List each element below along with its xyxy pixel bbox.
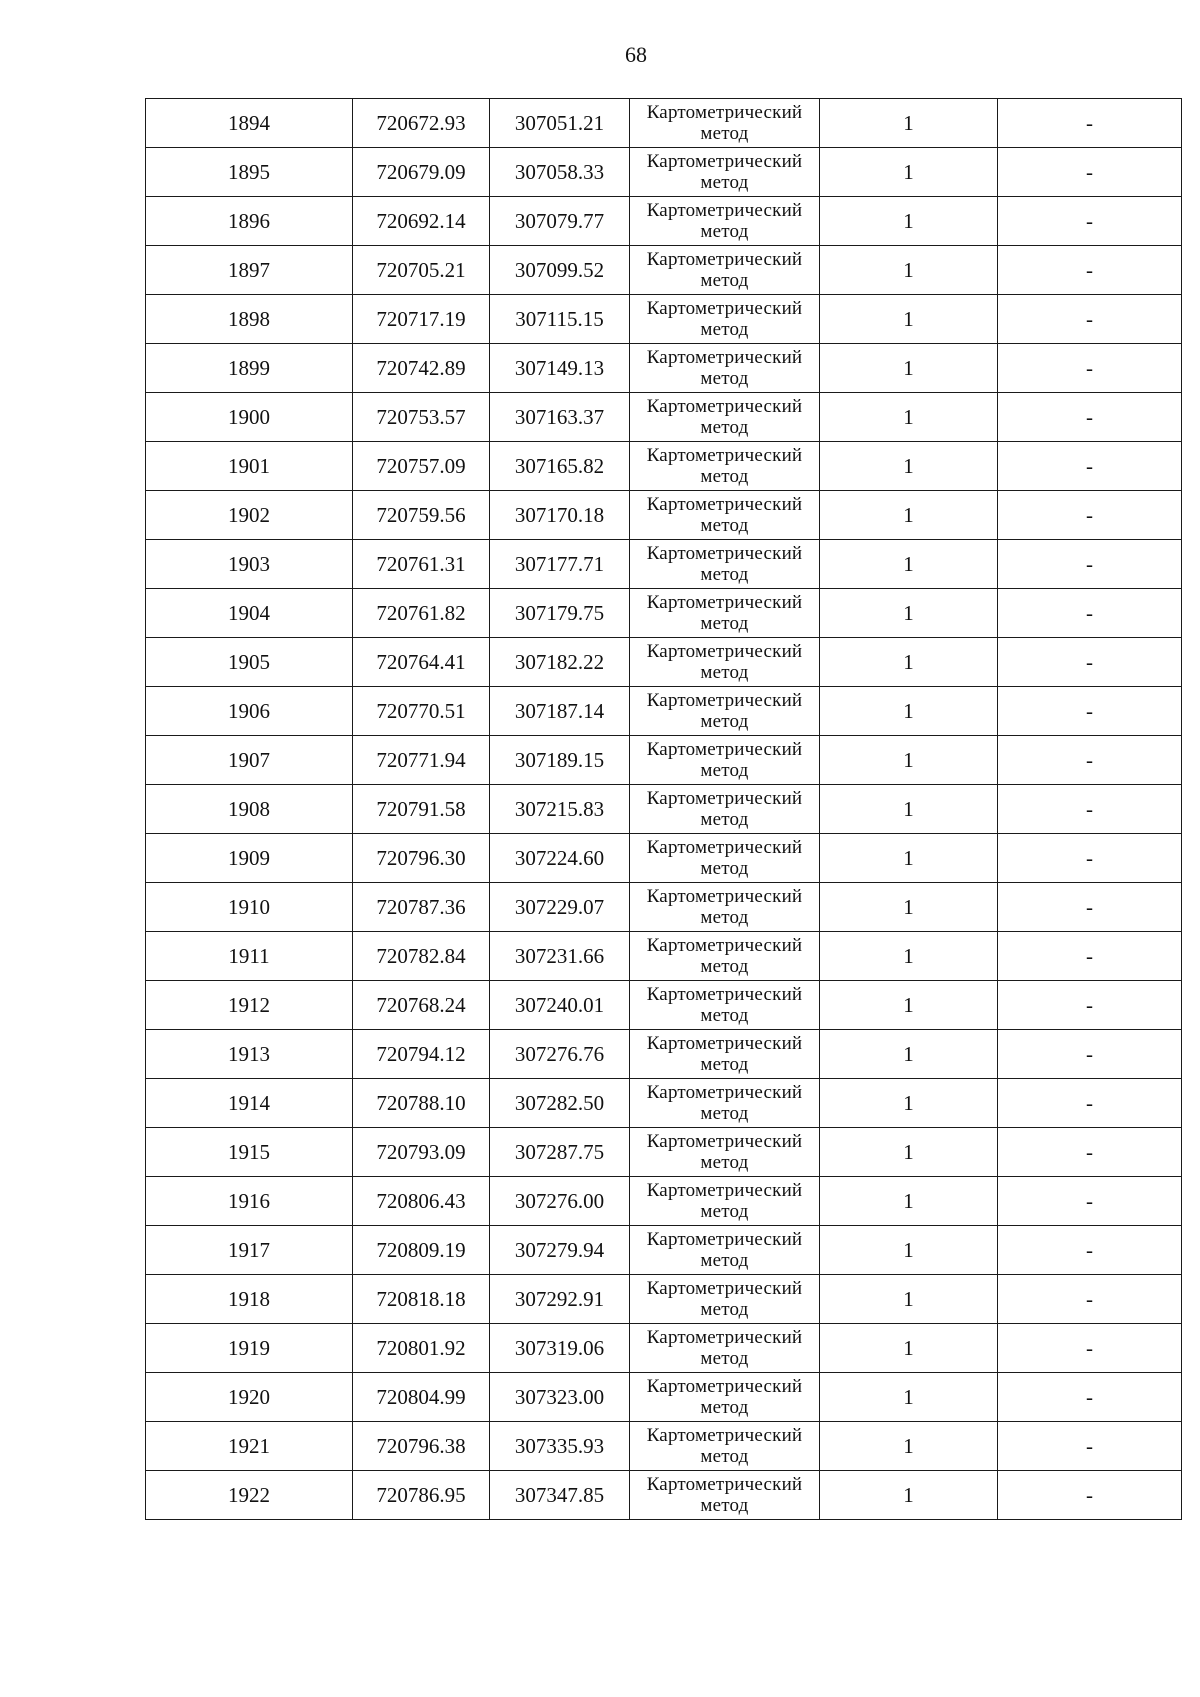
method-cell [630,1471,820,1520]
method-line-1: Картометрический [646,1033,803,1054]
y-coordinate-cell: 307287.75 [490,1128,630,1177]
point-number-cell: 1919 [146,1324,353,1373]
method-line-2: метод [700,221,749,242]
x-coordinate-cell: 720771.94 [353,736,490,785]
y-coordinate-cell: 307240.01 [490,981,630,1030]
x-coordinate-cell: 720818.18 [353,1275,490,1324]
table-row [146,834,1182,883]
x-coordinate-cell: 720761.31 [353,540,490,589]
method-line-1: Картометрический [646,935,803,956]
point-number-cell: 1918 [146,1275,353,1324]
method-line-2: метод [700,956,749,977]
note-cell: - [998,1177,1182,1226]
method-cell [630,1226,820,1275]
method-line-1: Картометрический [646,102,803,123]
method-cell [630,148,820,197]
note-cell: - [998,638,1182,687]
accuracy-cell: 1 [820,148,998,197]
note-cell: - [998,99,1182,148]
accuracy-cell: 1 [820,344,998,393]
table-row [146,785,1182,834]
x-coordinate-cell: 720768.24 [353,981,490,1030]
method-cell [630,589,820,638]
accuracy-cell: 1 [820,1324,998,1373]
method-line-2: метод [700,172,749,193]
method-line-2: метод [700,1299,749,1320]
method-cell [630,736,820,785]
point-number-cell: 1904 [146,589,353,638]
note-cell: - [998,736,1182,785]
y-coordinate-cell: 307319.06 [490,1324,630,1373]
table-row [146,981,1182,1030]
method-line-2: метод [700,270,749,291]
x-coordinate-cell: 720796.38 [353,1422,490,1471]
method-line-2: метод [700,466,749,487]
note-cell: - [998,1471,1182,1520]
point-number-cell: 1912 [146,981,353,1030]
note-cell: - [998,1373,1182,1422]
accuracy-cell: 1 [820,442,998,491]
accuracy-cell: 1 [820,393,998,442]
point-number-cell: 1906 [146,687,353,736]
note-cell: - [998,589,1182,638]
table-row [146,1422,1182,1471]
x-coordinate-cell: 720793.09 [353,1128,490,1177]
method-line-2: метод [700,1495,749,1516]
y-coordinate-cell: 307079.77 [490,197,630,246]
point-number-cell: 1920 [146,1373,353,1422]
method-line-1: Картометрический [646,1474,803,1495]
x-coordinate-cell: 720791.58 [353,785,490,834]
table-row [146,1275,1182,1324]
accuracy-cell: 1 [820,540,998,589]
method-cell [630,442,820,491]
method-line-1: Картометрический [646,445,803,466]
point-number-cell: 1899 [146,344,353,393]
method-line-1: Картометрический [646,151,803,172]
point-number-cell: 1901 [146,442,353,491]
point-number-cell: 1915 [146,1128,353,1177]
method-line-2: метод [700,1152,749,1173]
method-cell [630,1030,820,1079]
x-coordinate-cell: 720788.10 [353,1079,490,1128]
y-coordinate-cell: 307051.21 [490,99,630,148]
method-cell [630,1177,820,1226]
method-cell [630,981,820,1030]
accuracy-cell: 1 [820,1079,998,1128]
y-coordinate-cell: 307163.37 [490,393,630,442]
method-line-1: Картометрический [646,641,803,662]
x-coordinate-cell: 720753.57 [353,393,490,442]
method-line-2: метод [700,319,749,340]
method-cell [630,246,820,295]
method-line-1: Картометрический [646,837,803,858]
method-cell [630,1128,820,1177]
point-number-cell: 1895 [146,148,353,197]
note-cell: - [998,1128,1182,1177]
note-cell: - [998,785,1182,834]
note-cell: - [998,344,1182,393]
point-number-cell: 1916 [146,1177,353,1226]
table-row [146,99,1182,148]
coordinates-table [145,98,1182,1520]
accuracy-cell: 1 [820,981,998,1030]
point-number-cell: 1908 [146,785,353,834]
method-line-1: Картометрический [646,200,803,221]
note-cell: - [998,1275,1182,1324]
method-cell [630,1422,820,1471]
point-number-cell: 1905 [146,638,353,687]
x-coordinate-cell: 720796.30 [353,834,490,883]
y-coordinate-cell: 307215.83 [490,785,630,834]
method-line-2: метод [700,1348,749,1369]
table-row [146,883,1182,932]
y-coordinate-cell: 307279.94 [490,1226,630,1275]
note-cell: - [998,981,1182,1030]
method-line-2: метод [700,1005,749,1026]
point-number-cell: 1903 [146,540,353,589]
method-line-1: Картометрический [646,347,803,368]
table-row [146,1177,1182,1226]
note-cell: - [998,491,1182,540]
accuracy-cell: 1 [820,1030,998,1079]
table-row [146,932,1182,981]
method-cell [630,1079,820,1128]
method-line-2: метод [700,1446,749,1467]
x-coordinate-cell: 720679.09 [353,148,490,197]
table-row [146,197,1182,246]
accuracy-cell: 1 [820,932,998,981]
method-cell [630,393,820,442]
point-number-cell: 1907 [146,736,353,785]
method-line-2: метод [700,613,749,634]
table-row [146,295,1182,344]
x-coordinate-cell: 720705.21 [353,246,490,295]
x-coordinate-cell: 720806.43 [353,1177,490,1226]
table-row [146,442,1182,491]
method-line-1: Картометрический [646,1278,803,1299]
method-line-2: метод [700,368,749,389]
point-number-cell: 1917 [146,1226,353,1275]
point-number-cell: 1921 [146,1422,353,1471]
point-number-cell: 1909 [146,834,353,883]
note-cell: - [998,197,1182,246]
method-line-2: метод [700,123,749,144]
method-cell [630,1324,820,1373]
table-row [146,344,1182,393]
note-cell: - [998,295,1182,344]
method-line-2: метод [700,858,749,879]
table-row [146,638,1182,687]
method-line-1: Картометрический [646,298,803,319]
x-coordinate-cell: 720794.12 [353,1030,490,1079]
method-line-2: метод [700,711,749,732]
note-cell: - [998,393,1182,442]
y-coordinate-cell: 307276.00 [490,1177,630,1226]
method-line-1: Картометрический [646,886,803,907]
y-coordinate-cell: 307187.14 [490,687,630,736]
method-line-1: Картометрический [646,1131,803,1152]
method-line-1: Картометрический [646,788,803,809]
method-line-1: Картометрический [646,1082,803,1103]
accuracy-cell: 1 [820,883,998,932]
accuracy-cell: 1 [820,736,998,785]
method-line-2: метод [700,662,749,683]
method-line-1: Картометрический [646,690,803,711]
x-coordinate-cell: 720742.89 [353,344,490,393]
table-row [146,246,1182,295]
method-cell [630,638,820,687]
method-cell [630,883,820,932]
method-cell [630,197,820,246]
y-coordinate-cell: 307189.15 [490,736,630,785]
x-coordinate-cell: 720757.09 [353,442,490,491]
method-cell [630,932,820,981]
accuracy-cell: 1 [820,1275,998,1324]
method-cell [630,687,820,736]
method-cell [630,785,820,834]
table-row [146,491,1182,540]
y-coordinate-cell: 307231.66 [490,932,630,981]
table-row [146,589,1182,638]
method-line-1: Картометрический [646,1327,803,1348]
point-number-cell: 1913 [146,1030,353,1079]
y-coordinate-cell: 307323.00 [490,1373,630,1422]
x-coordinate-cell: 720770.51 [353,687,490,736]
method-line-2: метод [700,564,749,585]
x-coordinate-cell: 720787.36 [353,883,490,932]
table-row [146,1226,1182,1275]
method-cell [630,1275,820,1324]
table-row [146,540,1182,589]
method-cell [630,540,820,589]
point-number-cell: 1900 [146,393,353,442]
x-coordinate-cell: 720692.14 [353,197,490,246]
y-coordinate-cell: 307224.60 [490,834,630,883]
accuracy-cell: 1 [820,197,998,246]
method-line-2: метод [700,907,749,928]
y-coordinate-cell: 307347.85 [490,1471,630,1520]
method-line-1: Картометрический [646,1425,803,1446]
y-coordinate-cell: 307182.22 [490,638,630,687]
note-cell: - [998,540,1182,589]
accuracy-cell: 1 [820,1422,998,1471]
method-line-2: метод [700,760,749,781]
note-cell: - [998,1422,1182,1471]
method-line-1: Картометрический [646,592,803,613]
method-cell [630,344,820,393]
accuracy-cell: 1 [820,491,998,540]
x-coordinate-cell: 720672.93 [353,99,490,148]
y-coordinate-cell: 307276.76 [490,1030,630,1079]
point-number-cell: 1897 [146,246,353,295]
note-cell: - [998,148,1182,197]
table-row [146,1128,1182,1177]
note-cell: - [998,932,1182,981]
note-cell: - [998,883,1182,932]
method-line-2: метод [700,1054,749,1075]
note-cell: - [998,1226,1182,1275]
accuracy-cell: 1 [820,1373,998,1422]
accuracy-cell: 1 [820,638,998,687]
y-coordinate-cell: 307229.07 [490,883,630,932]
point-number-cell: 1910 [146,883,353,932]
note-cell: - [998,442,1182,491]
method-line-1: Картометрический [646,543,803,564]
note-cell: - [998,1079,1182,1128]
x-coordinate-cell: 720786.95 [353,1471,490,1520]
accuracy-cell: 1 [820,834,998,883]
x-coordinate-cell: 720761.82 [353,589,490,638]
table-row [146,736,1182,785]
y-coordinate-cell: 307115.15 [490,295,630,344]
accuracy-cell: 1 [820,1177,998,1226]
table-row [146,1373,1182,1422]
y-coordinate-cell: 307165.82 [490,442,630,491]
table-row [146,1079,1182,1128]
table-row [146,1030,1182,1079]
note-cell: - [998,1324,1182,1373]
method-line-1: Картометрический [646,739,803,760]
point-number-cell: 1896 [146,197,353,246]
y-coordinate-cell: 307149.13 [490,344,630,393]
point-number-cell: 1898 [146,295,353,344]
method-line-2: метод [700,515,749,536]
accuracy-cell: 1 [820,246,998,295]
x-coordinate-cell: 720782.84 [353,932,490,981]
y-coordinate-cell: 307292.91 [490,1275,630,1324]
table-row [146,687,1182,736]
accuracy-cell: 1 [820,1226,998,1275]
method-line-1: Картометрический [646,984,803,1005]
point-number-cell: 1894 [146,99,353,148]
accuracy-cell: 1 [820,589,998,638]
accuracy-cell: 1 [820,785,998,834]
y-coordinate-cell: 307179.75 [490,589,630,638]
method-line-2: метод [700,1201,749,1222]
method-cell [630,1373,820,1422]
x-coordinate-cell: 720717.19 [353,295,490,344]
method-line-2: метод [700,417,749,438]
table-row [146,148,1182,197]
note-cell: - [998,687,1182,736]
accuracy-cell: 1 [820,1471,998,1520]
table-row [146,1324,1182,1373]
y-coordinate-cell: 307099.52 [490,246,630,295]
method-line-1: Картометрический [646,494,803,515]
method-cell [630,834,820,883]
x-coordinate-cell: 720759.56 [353,491,490,540]
method-line-2: метод [700,1103,749,1124]
method-line-1: Картометрический [646,249,803,270]
accuracy-cell: 1 [820,295,998,344]
point-number-cell: 1922 [146,1471,353,1520]
accuracy-cell: 1 [820,687,998,736]
point-number-cell: 1902 [146,491,353,540]
table-body [146,99,1182,1520]
method-line-1: Картометрический [646,1180,803,1201]
note-cell: - [998,246,1182,295]
point-number-cell: 1914 [146,1079,353,1128]
method-cell [630,295,820,344]
x-coordinate-cell: 720804.99 [353,1373,490,1422]
y-coordinate-cell: 307170.18 [490,491,630,540]
method-cell [630,99,820,148]
method-line-2: метод [700,809,749,830]
y-coordinate-cell: 307177.71 [490,540,630,589]
y-coordinate-cell: 307058.33 [490,148,630,197]
x-coordinate-cell: 720764.41 [353,638,490,687]
y-coordinate-cell: 307335.93 [490,1422,630,1471]
point-number-cell: 1911 [146,932,353,981]
accuracy-cell: 1 [820,99,998,148]
x-coordinate-cell: 720809.19 [353,1226,490,1275]
table-row [146,1471,1182,1520]
table-row [146,393,1182,442]
note-cell: - [998,1030,1182,1079]
method-line-2: метод [700,1250,749,1271]
method-line-1: Картометрический [646,1376,803,1397]
method-line-2: метод [700,1397,749,1418]
page-number: 68 [625,42,647,67]
method-cell [630,491,820,540]
accuracy-cell: 1 [820,1128,998,1177]
x-coordinate-cell: 720801.92 [353,1324,490,1373]
method-line-1: Картометрический [646,396,803,417]
y-coordinate-cell: 307282.50 [490,1079,630,1128]
note-cell: - [998,834,1182,883]
method-line-1: Картометрический [646,1229,803,1250]
